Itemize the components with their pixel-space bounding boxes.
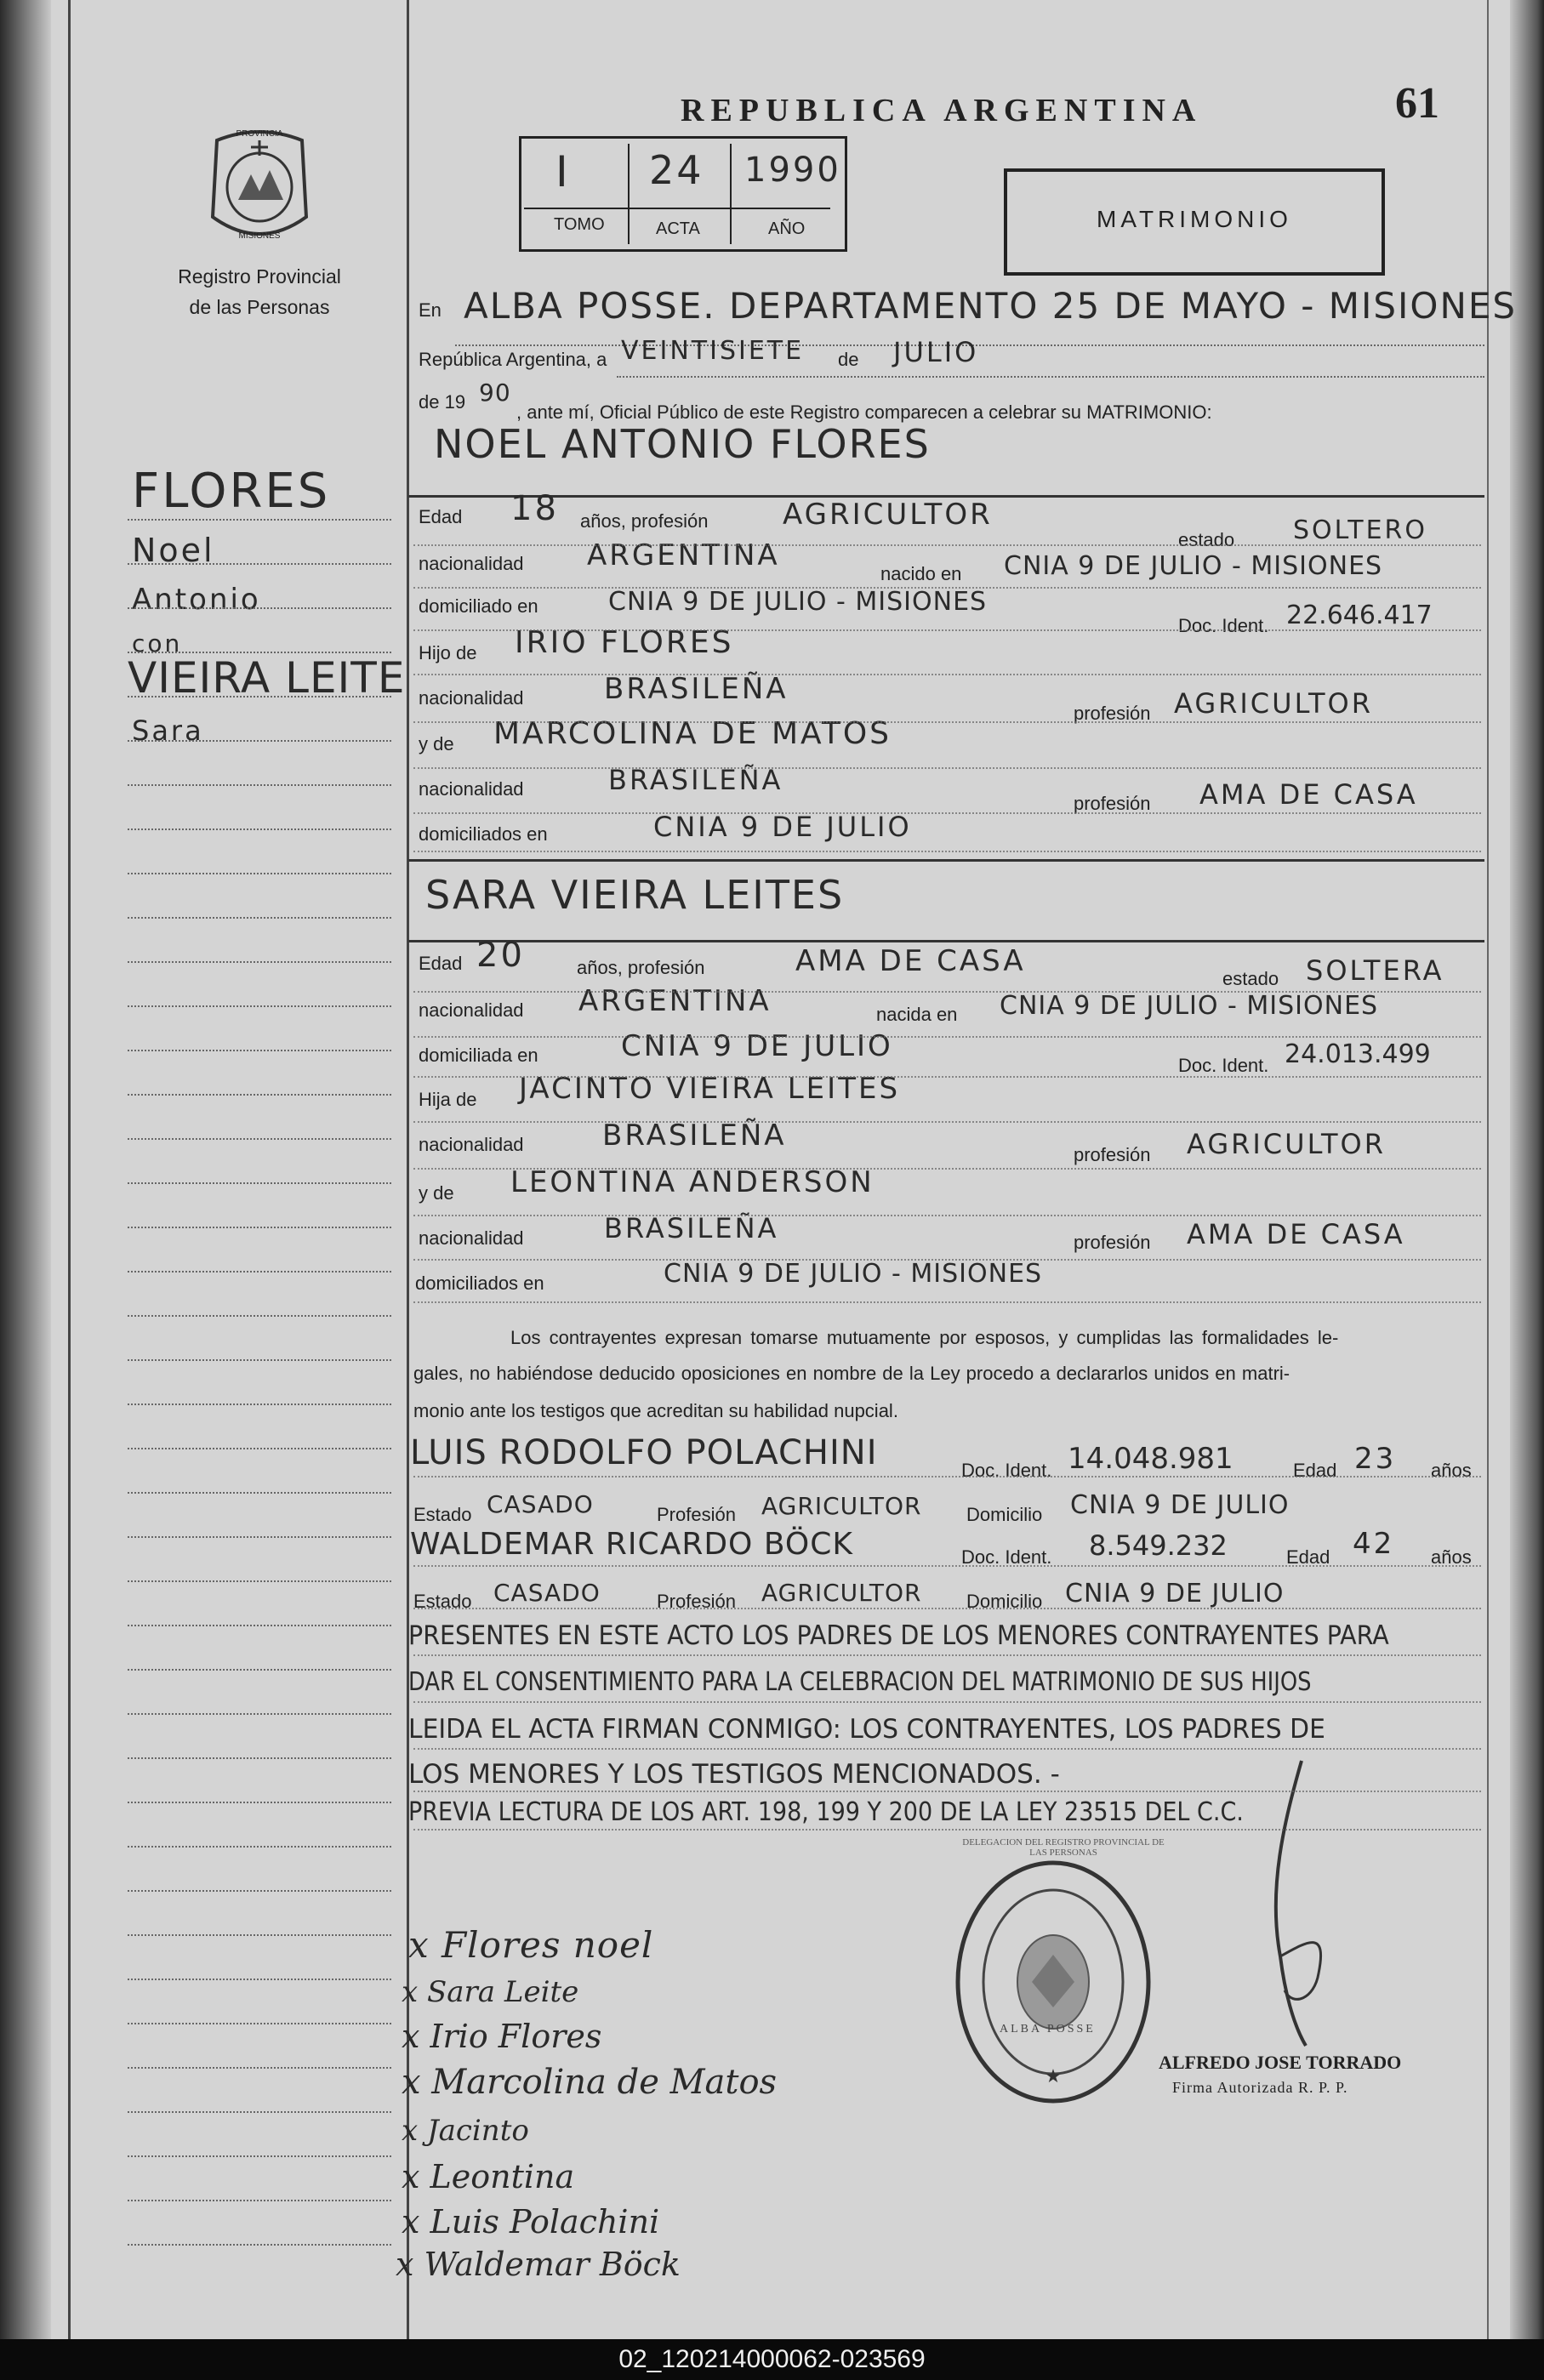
bride-madre-prof: AMA DE CASA xyxy=(1187,1218,1405,1250)
margin-ruled-line xyxy=(128,2155,391,2157)
signature-8: x Waldemar Böck xyxy=(396,2246,681,2283)
groom-padre-nac: BRASILEÑA xyxy=(604,672,789,706)
anio-label: AÑO xyxy=(768,219,806,238)
signature-2: x Sara Leite xyxy=(402,1975,579,2009)
declaration-line3: monio ante los testigos que acreditan su habilidad nupcial. xyxy=(413,1400,898,1421)
en-label: En xyxy=(419,299,442,321)
bride-profesion-label: años, profesión xyxy=(577,957,705,978)
form-dotted-line xyxy=(413,544,1481,546)
de19-label: de 19 xyxy=(419,391,466,413)
record-type: MATRIMONIO xyxy=(1097,206,1292,232)
margin-ruled-line xyxy=(128,696,391,697)
witness2-dom: CNIA 9 DE JULIO xyxy=(1065,1579,1285,1608)
page-number: 61 xyxy=(1395,79,1439,128)
de-label: de xyxy=(838,349,859,370)
margin-ruled-line xyxy=(128,1182,391,1184)
margin-ruled-line xyxy=(128,607,391,609)
form-dotted-line xyxy=(413,1259,1481,1261)
date-dotted-line xyxy=(617,376,1484,378)
margin-ruled-line xyxy=(128,1979,391,1980)
acta-value: 24 xyxy=(649,147,704,193)
margin-ruled-line xyxy=(128,1315,391,1317)
groom-madre-nac-label: nacionalidad xyxy=(419,778,524,800)
margin-ruled-line xyxy=(128,1802,391,1803)
statement-text: , ante mí, Oficial Público de este Registro comparecen a celebrar su MATRIMONIO: xyxy=(516,401,1212,423)
stamp-bottom-text: ALBA POSSE xyxy=(1000,2023,1096,2036)
groom-edad-label: Edad xyxy=(419,506,463,527)
form-dotted-line xyxy=(413,1036,1481,1038)
signature-6: x Leontina xyxy=(402,2158,575,2195)
year-suffix: 90 xyxy=(479,379,511,407)
form-dotted-line xyxy=(413,1654,1481,1656)
margin-ruled-line xyxy=(128,2067,391,2069)
margin-surname2: VIEIRA LEITE xyxy=(128,653,406,703)
groom-nacido-label: nacido en xyxy=(880,563,962,584)
groom-madre-prof: AMA DE CASA xyxy=(1199,778,1418,811)
groom-nacionalidad-label: nacionalidad xyxy=(419,553,524,574)
witness1-prof: AGRICULTOR xyxy=(761,1492,922,1520)
margin-ruled-line xyxy=(128,1448,391,1449)
form-dotted-line xyxy=(413,767,1481,769)
signature-4: x Marcolina de Matos xyxy=(402,2063,778,2102)
officer-name: ALFREDO JOSE TORRADO xyxy=(1159,2052,1402,2073)
witness1-edad: 23 xyxy=(1354,1442,1397,1476)
margin-ruled-line xyxy=(128,917,391,919)
margin-surname: FLORES xyxy=(132,464,331,519)
groom-dom-padres-label: domiciliados en xyxy=(419,823,548,845)
form-dotted-line xyxy=(413,1701,1481,1703)
margin-ruled-line xyxy=(128,2200,391,2201)
form-dotted-line xyxy=(413,1076,1481,1078)
groom-name: NOEL ANTONIO FLORES xyxy=(434,421,931,467)
declaration-line1: Los contrayentes expresan tomarse mutuamente por esposos, y cumplidas las formalidades le- xyxy=(510,1327,1339,1348)
bride-madre-nac-label: nacionalidad xyxy=(419,1227,524,1249)
form-dotted-line xyxy=(413,991,1481,993)
witness2-edad-label: Edad xyxy=(1286,1546,1330,1568)
groom-estado: SOLTERO xyxy=(1293,515,1427,545)
witness2-estado-label: Estado xyxy=(413,1591,472,1612)
svg-text:★: ★ xyxy=(1045,2065,1062,2087)
margin-name3: Sara xyxy=(132,715,204,747)
form-dotted-line xyxy=(413,1829,1481,1831)
witness2-prof-label: Profesión xyxy=(657,1591,736,1612)
groom-padre-prof-label: profesión xyxy=(1074,703,1151,724)
witness1-dom: CNIA 9 DE JULIO xyxy=(1070,1490,1290,1520)
groom-edad: 18 xyxy=(510,489,559,528)
margin-ruled-line xyxy=(128,1580,391,1582)
bride-madre-label: y de xyxy=(419,1182,454,1204)
margin-ruled-line xyxy=(128,1094,391,1096)
form-dotted-line xyxy=(413,1121,1481,1123)
bride-dom-padres: CNIA 9 DE JULIO - MISIONES xyxy=(664,1259,1043,1289)
officer-signature-icon xyxy=(1233,1752,1353,2058)
bride-padre-prof-label: profesión xyxy=(1074,1144,1151,1165)
groom-estado-label: estado xyxy=(1178,529,1235,550)
margin-ruled-line xyxy=(128,961,391,963)
witness1-estado-label: Estado xyxy=(413,1504,472,1525)
groom-nacido: CNIA 9 DE JULIO - MISIONES xyxy=(1004,551,1383,581)
anio-value: 1990 xyxy=(744,151,841,190)
tomo-acta-anio-box xyxy=(519,136,847,252)
groom-profesion-label: años, profesión xyxy=(580,510,709,532)
margin-ruled-line xyxy=(128,2023,391,2024)
margin-ruled-line xyxy=(128,652,391,653)
declaration-line2: gales, no habiéndose deducido oposiciones en nombre de la Ley procedo a declararlos unidos en matri- xyxy=(413,1363,1290,1384)
margin-ruled-line xyxy=(128,1404,391,1405)
bride-nacionalidad: ARGENTINA xyxy=(578,984,772,1018)
day-value: VEINTISIETE xyxy=(621,336,805,366)
margin-ruled-line xyxy=(128,1757,391,1759)
form-dotted-line xyxy=(413,1168,1481,1170)
margin-ruled-line xyxy=(128,784,391,786)
groom-nacionalidad: ARGENTINA xyxy=(587,538,780,572)
groom-padre-prof: AGRICULTOR xyxy=(1174,687,1373,720)
margin-rule-outer xyxy=(68,0,71,2339)
provincial-seal-icon xyxy=(200,123,319,259)
signature-7: x Luis Polachini xyxy=(402,2203,660,2241)
margin-ruled-line xyxy=(128,1536,391,1538)
form-dotted-line xyxy=(413,1301,1481,1303)
bride-domicilio: CNIA 9 DE JULIO xyxy=(621,1029,893,1063)
form-dotted-line xyxy=(413,674,1481,675)
witness1-doc: 14.048.981 xyxy=(1068,1442,1233,1476)
signature-3: x Irio Flores xyxy=(402,2018,602,2055)
witness2-doc-label: Doc. Ident. xyxy=(961,1546,1052,1568)
bride-doc-label: Doc. Ident. xyxy=(1178,1055,1269,1076)
witness2-edad: 42 xyxy=(1353,1527,1395,1561)
groom-madre-nac: BRASILEÑA xyxy=(608,764,783,796)
registry-name-line2: de las Personas xyxy=(189,296,330,318)
margin-ruled-line xyxy=(128,1934,391,1936)
signature-1: x Flores noel xyxy=(408,1924,654,1966)
witness2-estado: CASADO xyxy=(493,1579,601,1607)
witness2-name: WALDEMAR RICARDO BÖCK xyxy=(410,1527,853,1562)
groom-profesion: AGRICULTOR xyxy=(783,498,993,532)
margin-ruled-line xyxy=(128,1271,391,1273)
form-dotted-line xyxy=(413,1748,1481,1750)
book-edge-right xyxy=(1510,0,1544,2339)
witness1-doc-label: Doc. Ident. xyxy=(961,1460,1052,1481)
margin-ruled-line xyxy=(128,1227,391,1228)
archive-code-footer: 02_120214000062-023569 xyxy=(0,2339,1544,2380)
margin-conj: con xyxy=(132,629,183,658)
form-dotted-line xyxy=(413,1565,1481,1567)
bride-edad: 20 xyxy=(476,936,525,975)
bride-nacida: CNIA 9 DE JULIO - MISIONES xyxy=(1000,991,1379,1021)
groom-domicilio-label: domiciliado en xyxy=(419,595,538,617)
margin-ruled-line xyxy=(128,1359,391,1361)
registry-name-line1: Registro Provincial xyxy=(178,265,341,288)
form-dotted-line xyxy=(413,1215,1481,1216)
note-line-3: LEIDA EL ACTA FIRMAN CONMIGO: LOS CONTRAYENTES, LOS PADRES DE xyxy=(408,1714,1325,1745)
witness2-doc: 8.549.232 xyxy=(1089,1529,1228,1562)
note-line-5: PREVIA LECTURA DE LOS ART. 198, 199 Y 200 DE LA LEY 23515 DEL C.C. xyxy=(408,1797,1244,1827)
groom-section-rule xyxy=(408,859,1484,862)
seal-top-text: PROVINCIA xyxy=(236,129,283,139)
bride-name: SARA VIEIRA LEITES xyxy=(425,872,845,918)
bride-doc: 24.013.499 xyxy=(1285,1039,1431,1069)
bride-domicilio-label: domiciliada en xyxy=(419,1045,538,1066)
record-type-box xyxy=(1004,168,1385,276)
groom-doc: 22.646.417 xyxy=(1286,601,1433,630)
witness1-anos-label: años xyxy=(1431,1460,1472,1481)
bride-padre-nac-label: nacionalidad xyxy=(419,1134,524,1155)
margin-ruled-line xyxy=(128,1492,391,1494)
groom-doc-label: Doc. Ident. xyxy=(1178,615,1269,636)
margin-ruled-line xyxy=(128,873,391,874)
groom-domicilio: CNIA 9 DE JULIO - MISIONES xyxy=(608,587,988,617)
form-dotted-line xyxy=(413,721,1481,723)
margin-ruled-line xyxy=(128,828,391,830)
groom-madre-label: y de xyxy=(419,733,454,754)
witness2-prof: AGRICULTOR xyxy=(761,1579,922,1607)
groom-madre: MARCOLINA DE MATOS xyxy=(493,716,892,751)
note-line-2: DAR EL CONSENTIMIENTO PARA LA CELEBRACION DEL MATRIMONIO DE SUS HIJOS xyxy=(408,1667,1312,1697)
book-binding-left xyxy=(0,0,51,2339)
bride-madre-nac: BRASILEÑA xyxy=(604,1212,779,1244)
bride-estado: SOLTERA xyxy=(1306,954,1444,987)
margin-ruled-line xyxy=(128,1050,391,1051)
witness1-edad-label: Edad xyxy=(1293,1460,1337,1481)
month-value: JULIO xyxy=(893,336,979,368)
bride-padre-prof: AGRICULTOR xyxy=(1187,1128,1386,1160)
officer-title: Firma Autorizada R. P. P. xyxy=(1172,2079,1348,2096)
groom-padre: IRIO FLORES xyxy=(515,625,734,660)
republica-label: República Argentina, a xyxy=(419,349,607,370)
signature-5: x Jacinto xyxy=(402,2114,529,2148)
form-dotted-line xyxy=(413,1608,1481,1609)
bride-padre-nac: BRASILEÑA xyxy=(602,1119,787,1153)
margin-ruled-line xyxy=(128,740,391,742)
right-rule xyxy=(1487,0,1489,2339)
tomo-label: TOMO xyxy=(554,215,605,234)
form-dotted-line xyxy=(413,851,1481,852)
margin-ruled-line xyxy=(128,519,391,521)
margin-ruled-line xyxy=(128,563,391,565)
place-value: ALBA POSSE. DEPARTAMENTO 25 DE MAYO - MISIONES xyxy=(464,285,1518,327)
margin-ruled-line xyxy=(128,1669,391,1671)
form-dotted-line xyxy=(413,629,1481,631)
witness1-name: LUIS RODOLFO POLACHINI xyxy=(410,1433,878,1472)
bride-nacionalidad-label: nacionalidad xyxy=(419,999,524,1021)
bride-madre: LEONTINA ANDERSON xyxy=(510,1165,875,1199)
official-stamp-icon xyxy=(951,1854,1155,2110)
form-dotted-line xyxy=(413,1791,1481,1792)
margin-ruled-line xyxy=(128,1890,391,1892)
margin-ruled-line xyxy=(128,1005,391,1007)
bride-madre-prof-label: profesión xyxy=(1074,1232,1151,1253)
bride-nacida-label: nacida en xyxy=(876,1004,958,1025)
form-dotted-line xyxy=(413,812,1481,814)
witness2-anos-label: años xyxy=(1431,1546,1472,1568)
tomo-value: I xyxy=(555,147,571,196)
bride-padre: JACINTO VIEIRA LEITES xyxy=(519,1072,901,1106)
form-dotted-line xyxy=(413,1476,1481,1478)
bride-estado-label: estado xyxy=(1222,968,1279,989)
groom-dom-padres: CNIA 9 DE JULIO xyxy=(653,811,912,843)
margin-name2: Antonio xyxy=(132,583,261,617)
form-dotted-line xyxy=(413,587,1481,589)
margin-ruled-line xyxy=(128,1713,391,1715)
margin-ruled-line xyxy=(128,1138,391,1140)
margin-ruled-line xyxy=(128,2111,391,2113)
witness2-dom-label: Domicilio xyxy=(966,1591,1043,1612)
witness1-prof-label: Profesión xyxy=(657,1504,736,1525)
margin-ruled-line xyxy=(128,1625,391,1626)
note-line-4: LOS MENORES Y LOS TESTIGOS MENCIONADOS. - xyxy=(408,1759,1060,1790)
bride-name-rule xyxy=(408,940,1484,942)
bride-edad-label: Edad xyxy=(419,953,463,974)
bride-padre-label: Hija de xyxy=(419,1089,477,1110)
margin-ruled-line xyxy=(128,1846,391,1848)
margin-ruled-line xyxy=(128,2244,391,2246)
witness1-dom-label: Domicilio xyxy=(966,1504,1043,1525)
witness1-estado: CASADO xyxy=(487,1490,594,1518)
stamp-ring-text: DELEGACION DEL REGISTRO PROVINCIAL DE LAS PERSONAS xyxy=(962,1837,1165,1858)
bride-dom-padres-label: domiciliados en xyxy=(415,1273,544,1294)
groom-madre-prof-label: profesión xyxy=(1074,793,1151,814)
seal-bottom-text: MISIONES xyxy=(238,231,281,241)
country-title: REPUBLICA ARGENTINA xyxy=(681,93,1203,128)
acta-label: ACTA xyxy=(656,219,700,238)
bride-profesion: AMA DE CASA xyxy=(795,944,1026,978)
margin-name1: Noel xyxy=(132,532,215,569)
groom-padre-nac-label: nacionalidad xyxy=(419,687,524,709)
groom-padre-label: Hijo de xyxy=(419,642,477,663)
note-line-1: PRESENTES EN ESTE ACTO LOS PADRES DE LOS MENORES CONTRAYENTES PARA xyxy=(408,1620,1389,1651)
